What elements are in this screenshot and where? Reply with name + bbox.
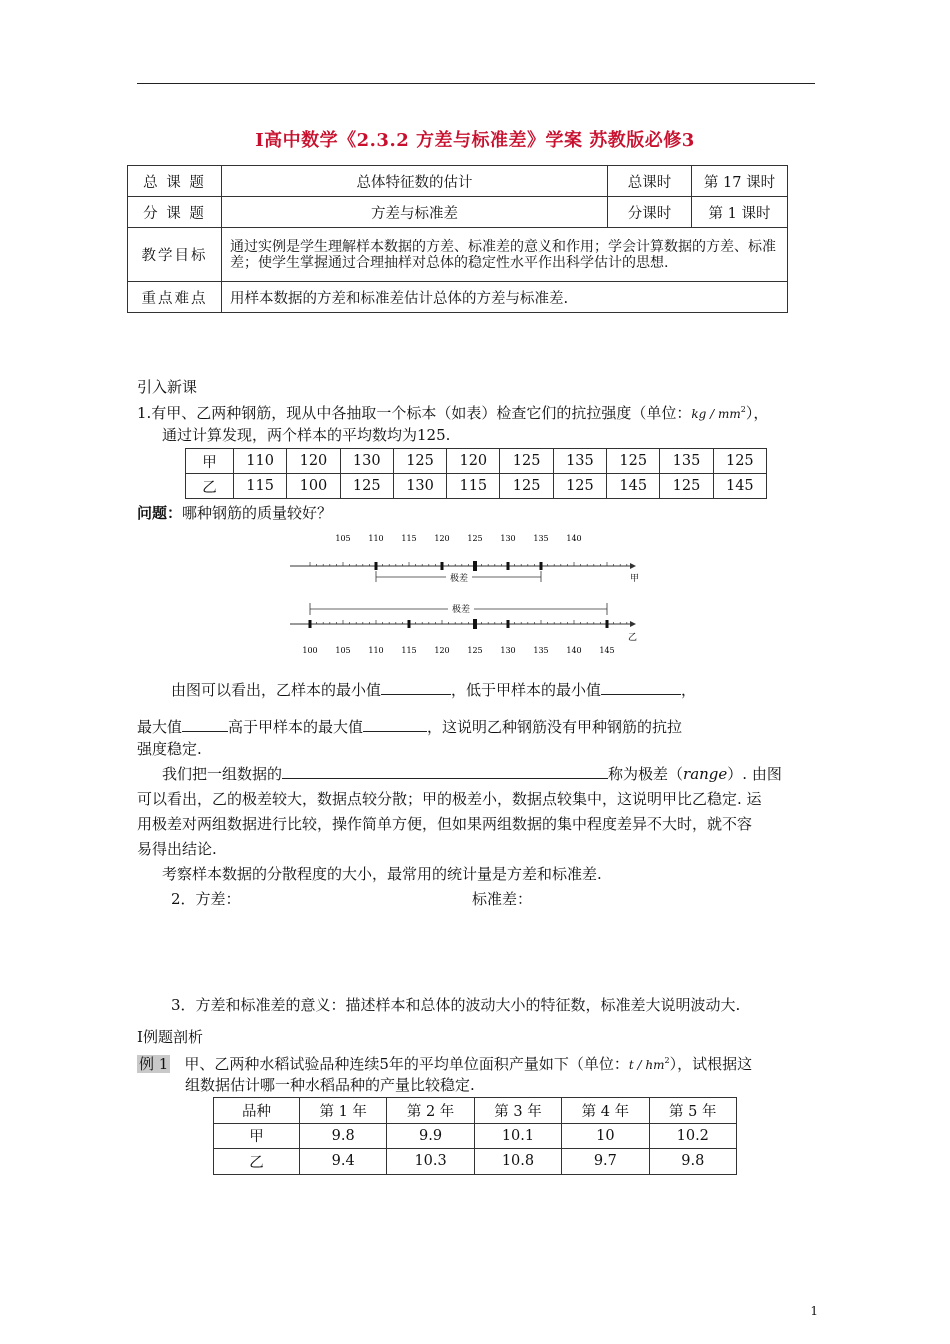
page-number: 1	[810, 1304, 818, 1318]
tick-label: 115	[401, 534, 417, 543]
table-cell: 10.1	[474, 1123, 561, 1149]
table-cell: 125	[553, 474, 606, 499]
fill-in-line-3: 强度稳定.	[137, 740, 202, 758]
table-cell: 125	[713, 449, 766, 474]
tick-label: 130	[500, 646, 516, 655]
table-row	[214, 1149, 737, 1175]
table-cell: 120	[447, 449, 500, 474]
heading-text: 例题剖析	[142, 1028, 203, 1046]
table-cell: 130	[393, 474, 446, 499]
table-cell: 125	[340, 474, 393, 499]
paragraph-line: 考察样本数据的分散程度的大小，最常用的统计量是方差和标准差.	[162, 865, 602, 883]
blank-range-definition[interactable]	[282, 763, 608, 779]
table-cell: 120	[287, 449, 340, 474]
data-point	[606, 620, 609, 628]
table-cell: 10.8	[474, 1149, 561, 1175]
tick-label: 120	[434, 646, 450, 655]
section-heading-intro: 引入新课	[137, 378, 198, 396]
tick-label: 115	[401, 646, 417, 655]
table-cell: 125	[660, 474, 713, 499]
variance-label: 2．方差：	[171, 890, 241, 908]
question-line	[137, 503, 332, 523]
table-cell: 145	[607, 474, 660, 499]
table-row	[186, 474, 767, 499]
table-header-row	[214, 1098, 737, 1124]
unit-text: t / hm	[628, 1058, 665, 1072]
section-heading-example	[137, 1027, 203, 1047]
table-cell: 145	[713, 474, 766, 499]
unit-superscript: 2	[664, 1056, 670, 1065]
data-point	[507, 620, 510, 628]
table-cell: 115	[447, 474, 500, 499]
label-cell: 教学目标	[128, 228, 222, 282]
text: ，	[681, 681, 697, 699]
table-cell: 125	[607, 449, 660, 474]
data-point	[309, 620, 312, 628]
data-point	[540, 562, 543, 570]
label-cell: 分 课 题	[128, 197, 222, 228]
number-line-figure	[290, 525, 660, 660]
steel-data-table	[185, 448, 767, 499]
top-series-label: 甲	[630, 574, 640, 584]
lesson-info-table	[127, 165, 788, 313]
text: 由图可以看出，乙样本的最小值	[171, 681, 382, 699]
table-cell: 125	[500, 474, 553, 499]
bottom-range-label: 极差	[451, 605, 471, 615]
table-row	[128, 228, 788, 282]
tick-label: 140	[566, 646, 582, 655]
table-cell: 125	[393, 449, 446, 474]
bottom-series-label: 乙	[628, 633, 638, 643]
top-ticks	[310, 562, 627, 566]
table-cell: 9.9	[387, 1123, 474, 1149]
text: 甲、乙两种水稻试验品种连续5年的平均单位面积产量如下（单位：	[184, 1055, 629, 1073]
rice-yield-table	[213, 1097, 737, 1175]
table-cell: 125	[500, 449, 553, 474]
range-definition-line	[162, 763, 782, 784]
column-header: 品种	[214, 1098, 300, 1124]
text: 称为极差（	[608, 765, 684, 783]
label-cell: 重点难点	[128, 282, 222, 313]
text: ）. 由图	[727, 765, 782, 783]
value-cell: 方差与标准差	[222, 197, 608, 228]
table-cell: 10.2	[649, 1123, 736, 1149]
paragraph-line: 可以看出，乙的极差较大，数据点较分散；甲的极差小，数据点较集中，这说明甲比乙稳定. 运	[137, 790, 762, 808]
title-text: 高中数学《2.3.2 方差与标准差》学案 苏教版必修3	[264, 130, 695, 151]
table-cell: 130	[340, 449, 393, 474]
table-row	[186, 449, 767, 474]
row-label: 甲	[186, 449, 234, 474]
example-line-2: 组数据估计哪一种水稻品种的产量比较稳定.	[185, 1076, 475, 1094]
label-cell: 总 课 题	[128, 166, 222, 197]
tick-label: 100	[302, 646, 318, 655]
tick-label: 125	[467, 534, 483, 543]
q1-text-end: ），	[745, 404, 769, 422]
data-point	[473, 561, 477, 571]
column-header: 第 3 年	[474, 1098, 561, 1124]
row-label: 乙	[214, 1149, 300, 1175]
table-cell: 10.3	[387, 1149, 474, 1175]
table-row	[214, 1123, 737, 1149]
top-range-label: 极差	[449, 574, 469, 584]
data-point	[507, 562, 510, 570]
objective-cell: 通过实例是学生理解样本数据的方差、标准差的意义和作用；学会计算数据的方差、标准差；使学生掌握通过合理抽样对总体的稳定性水平作出科学估计的思想.	[222, 228, 788, 282]
key-points-cell: 用样本数据的方差和标准差估计总体的方差与标准差.	[222, 282, 788, 313]
question-1-line-2: 通过计算发现，两个样本的平均数均为125.	[162, 426, 451, 444]
bottom-ticks	[310, 620, 627, 624]
table-cell: 10	[562, 1123, 649, 1149]
table-row	[128, 166, 788, 197]
table-cell: 9.4	[300, 1149, 387, 1175]
column-header: 第 5 年	[649, 1098, 736, 1124]
std-label: 标准差：	[472, 890, 533, 908]
example-line-1	[137, 1051, 752, 1075]
tick-label: 145	[599, 646, 615, 655]
value-cell: 第 17 课时	[692, 166, 788, 197]
text: ，低于甲样本的最小值	[451, 681, 602, 699]
bottom-tick-labels	[302, 646, 614, 655]
title-marker: I	[255, 130, 265, 151]
bottom-axis-arrow	[630, 621, 636, 627]
table-cell: 110	[234, 449, 287, 474]
tick-label: 135	[533, 534, 549, 543]
table-row	[128, 282, 788, 313]
row-label: 甲	[214, 1123, 300, 1149]
label-cell: 总课时	[608, 166, 692, 197]
data-point	[408, 620, 411, 628]
blank-min-jia[interactable]	[601, 679, 681, 695]
text: ，这说明乙种钢筋没有甲种钢筋的抗拉	[427, 718, 683, 736]
tick-label: 140	[566, 534, 582, 543]
top-tick-labels	[335, 534, 581, 543]
table-cell: 9.8	[649, 1149, 736, 1175]
tick-label: 135	[533, 646, 549, 655]
data-point	[473, 619, 477, 629]
text: 我们把一组数据的	[162, 765, 283, 783]
unit-text: kg / mm	[691, 407, 741, 421]
column-header: 第 4 年	[562, 1098, 649, 1124]
table-cell: 135	[660, 449, 713, 474]
table-cell: 135	[553, 449, 606, 474]
table-cell: 100	[287, 474, 340, 499]
data-point	[375, 562, 378, 570]
top-axis-arrow	[630, 563, 636, 569]
paragraph-line: 用极差对两组数据进行比较，操作简单方便，但如果两组数据的集中程度差异不大时，就不容	[137, 815, 753, 833]
range-word: range	[683, 765, 728, 783]
text: 最大值	[137, 718, 183, 736]
blank-max-yi[interactable]	[182, 716, 228, 732]
tick-label: 110	[368, 534, 384, 543]
column-header: 第 1 年	[300, 1098, 387, 1124]
value-cell: 总体特征数的估计	[222, 166, 608, 197]
tick-label: 130	[500, 534, 516, 543]
row-label: 乙	[186, 474, 234, 499]
data-point	[441, 562, 444, 570]
column-header: 第 2 年	[387, 1098, 474, 1124]
table-cell: 9.7	[562, 1149, 649, 1175]
q1-text: 1.有甲、乙两种钢筋，现从中各抽取一个标本（如表）检查它们的抗拉强度（单位：	[137, 404, 692, 422]
text: ），试根据这	[669, 1055, 753, 1073]
tick-label: 105	[335, 534, 351, 543]
paragraph-line: 易得出结论.	[137, 840, 217, 858]
table-row	[128, 197, 788, 228]
label-cell: 分课时	[608, 197, 692, 228]
question-text: 哪种钢筋的质量较好？	[182, 504, 333, 522]
blank-max-jia[interactable]	[363, 716, 427, 732]
page-title	[0, 126, 950, 152]
text: 高于甲样本的最大值	[228, 718, 364, 736]
question-label: 问题：	[137, 504, 183, 522]
unit-superscript: 2	[740, 405, 746, 414]
tick-label: 125	[467, 646, 483, 655]
value-cell: 第 1 课时	[692, 197, 788, 228]
fill-in-line-1	[171, 679, 696, 700]
example-tag: 例 1	[139, 1055, 169, 1073]
question-1-line-1	[137, 400, 837, 424]
heading-marker: I	[137, 1028, 143, 1046]
table-cell: 115	[234, 474, 287, 499]
tick-label: 110	[368, 646, 384, 655]
header-rule	[137, 83, 815, 84]
blank-min-yi[interactable]	[381, 679, 451, 695]
fill-in-line-2	[137, 716, 682, 737]
tick-label: 105	[335, 646, 351, 655]
meaning-line: 3．方差和标准差的意义：描述样本和总体的波动大小的特征数，标准差大说明波动大.	[171, 996, 741, 1014]
tick-label: 120	[434, 534, 450, 543]
table-cell: 9.8	[300, 1123, 387, 1149]
